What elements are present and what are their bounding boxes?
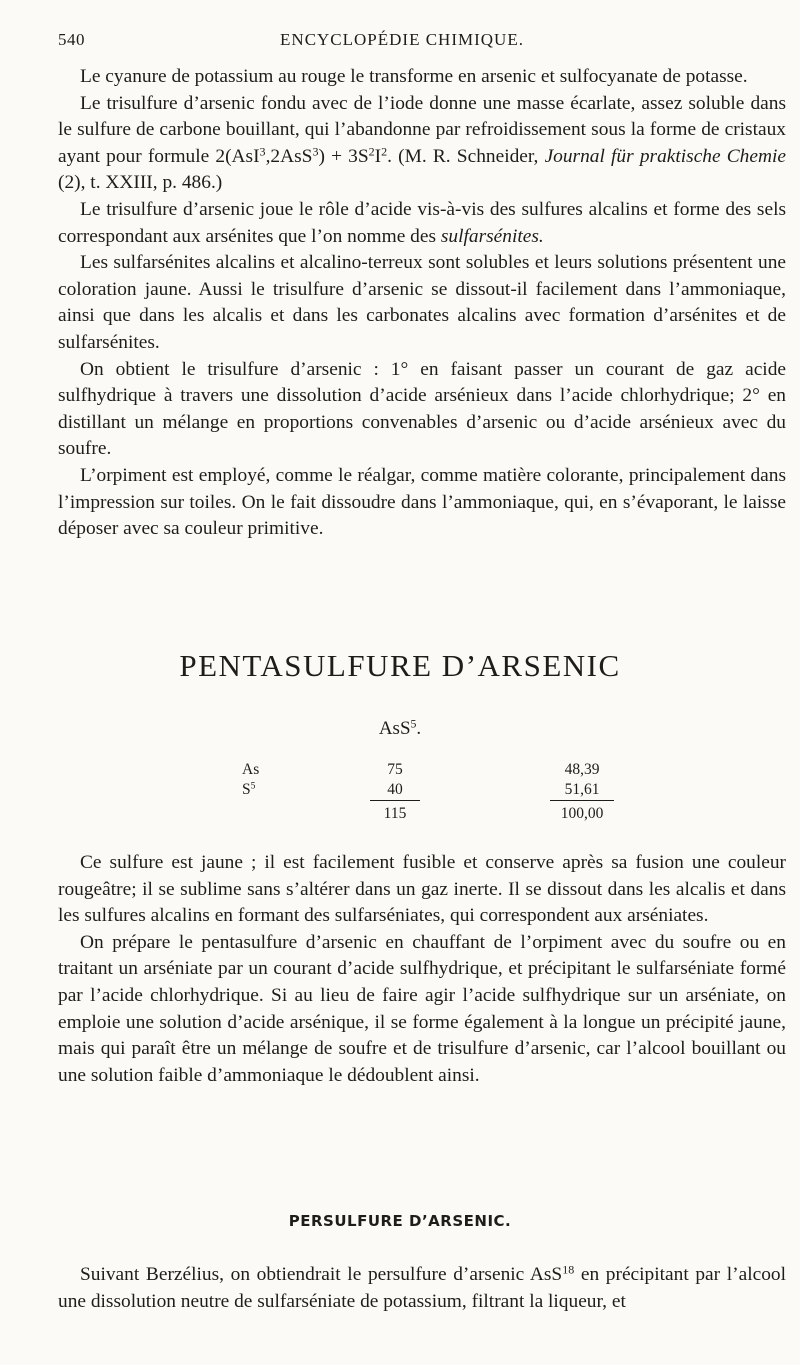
paragraph-obtention: On obtient le trisulfure d’arsenic : 1° en faisant passer un courant de gaz acide sulfhydrique à travers une dissolution d’acide arsénieux dans l’acide chlorhydrique; 2° en distillant un mélange en proportions convenables d’arsenic ou d’acide arsénieux avec du soufre. xyxy=(58,358,786,460)
composition-row xyxy=(242,780,622,800)
subsection-title: PERSULFURE D’ARSENIC. xyxy=(288,1212,512,1230)
element-symbol: As xyxy=(242,761,260,778)
composition-table xyxy=(242,760,622,824)
paragraph-solubles: Les sulfarsénites alcalins et alcalino-terreux sont solubles et leurs solutions présentent une coloration jaune. Aussi le trisulfure d’arsenic se dissout-il facilement dans l’ammoniaque, ainsi que dans les alcalis et dans les carbonates alcalins avec formation d’arsénites et de sulfarsénites. xyxy=(58,252,786,353)
journal-citation: Journal für praktische Chemie xyxy=(544,145,786,167)
percent-value: 48,39 xyxy=(564,761,600,778)
sum-rule xyxy=(370,800,420,801)
paragraph-proprietes: Ce sulfure est jaune ; il est facilement fusible et conserve après sa fusion une couleur rougeâtre; il se sublime sans s’altérer dans un gaz inerte. Il se dissout dans les alcalis et dans les sulfures alcalins en formant des sulfarséniates, qui correspondent aux arséniates. xyxy=(58,852,786,927)
paragraph-cyanure: Le cyanure de potassium au rouge le transforme en arsenic et sulfocyanate de potasse. xyxy=(80,66,748,87)
element-symbol: $S^5$ xyxy=(242,780,256,798)
section-title: PENTASULFURE D’ARSENIC xyxy=(179,648,621,683)
percent-total: 100,00 xyxy=(560,805,604,822)
atomic-value: 75 xyxy=(387,761,403,778)
sum-rule xyxy=(550,800,614,801)
paragraph-iode: Le trisulfure d’arsenic fondu avec de l’iode donne une masse écarlate, assez soluble dans le sulfure de carbone bouillant, qui l’abandonne par refroidissement sous la forme de cristaux ayant pour formule $2(AsI^3,2AsS^3) + 3S^2I^2$. (M. R. Schneider, Journal für praktische Chemie (2), t. XXIII, p. 486.) xyxy=(58,92,786,194)
top-text-block xyxy=(58,64,786,543)
atomic-value: 40 xyxy=(387,781,403,798)
paragraph-sulfarsenites: Le trisulfure d’arsenic joue le rôle d’acide vis-à-vis des sulfures alcalins et forme des sels correspondant aux arsénites que l’on nomme des sulfarsénites. xyxy=(58,198,786,247)
atomic-total: 115 xyxy=(383,805,407,822)
page-number: 540 xyxy=(58,30,85,49)
middle-text-block xyxy=(58,850,786,1089)
paragraph-orpiment: L’orpiment est employé, comme le réalgar, comme matière colorante, principalement dans l’impression sur toiles. On le fait dissoudre dans l’ammoniaque, qui, en s’évaporant, le laisse déposer avec sa couleur primitive. xyxy=(58,464,786,540)
bottom-text-block xyxy=(58,1262,786,1315)
running-title: ENCYCLOPÉDIE CHIMIQUE. xyxy=(280,30,524,49)
composition-total-row xyxy=(242,804,622,824)
percent-value: 51,61 xyxy=(564,781,600,798)
paragraph-preparation: On prépare le pentasulfure d’arsenic en chauffant de l’orpiment avec du soufre ou en traitant un arséniate par un courant d’acide sulfhydrique, et précipitant le sulfarséniate formé par l’acide chlorhydrique. Si au lieu de faire agir l’acide sulfhydrique sur un arséniate, on emploie une solution d’acide arsénique, il se forme également à la longue un précipité jaune, mais qui paraît être un mélange de soufre et de trisulfure d’arsenic, car l’alcool bouillant ou une solution faible d’ammoniaque le dédoublent ainsi. xyxy=(58,931,786,1086)
chemical-formula: AsS$^5$. xyxy=(378,717,422,739)
paragraph-berzelius: Suivant Berzélius, on obtiendrait le persulfure d’arsenic AsS$^{18}$ en précipitant par l’alcool une dissolution neutre de sulfarséniate de potassium, filtrant la liqueur, et xyxy=(58,1262,786,1312)
term-sulfarsenites: sulfarsénites. xyxy=(440,225,544,247)
composition-row xyxy=(242,760,622,780)
